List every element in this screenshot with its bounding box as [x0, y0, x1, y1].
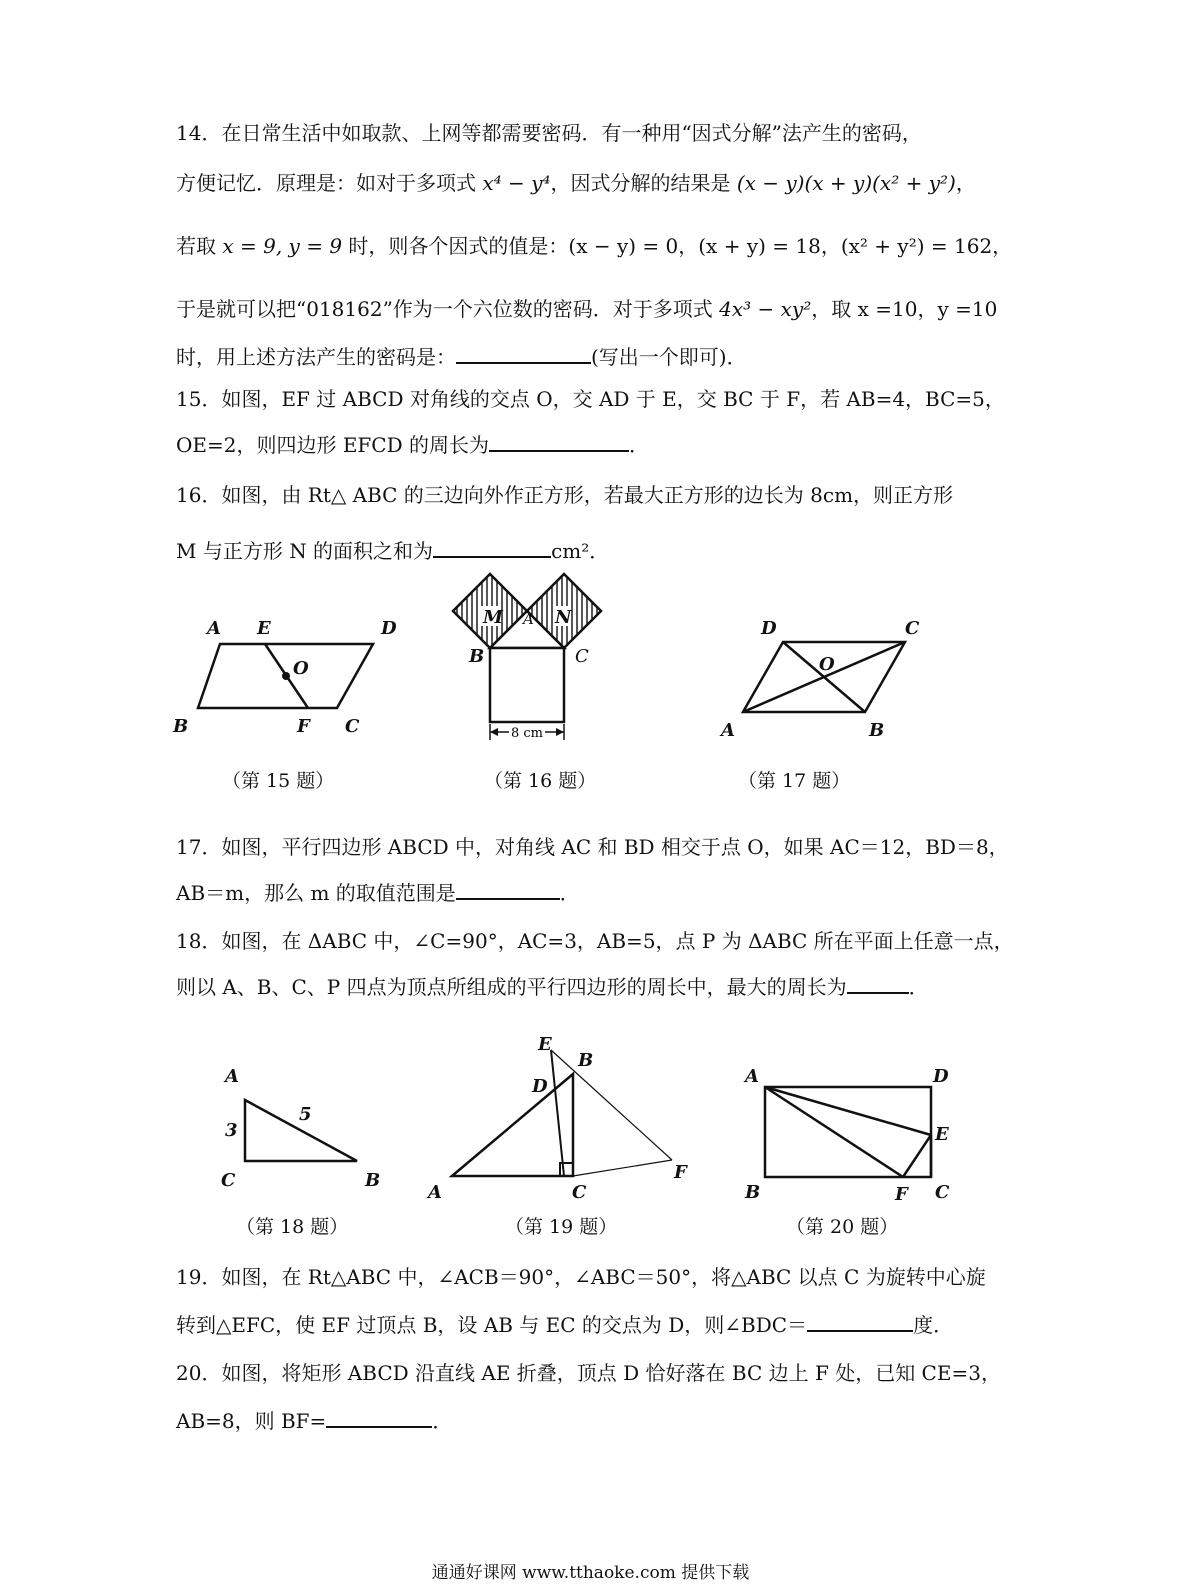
- p14-text: (写出一个即可)．: [591, 345, 747, 369]
- p14-text: ，: [955, 171, 976, 195]
- label-F: F: [297, 716, 310, 737]
- p16-line1: 16．如图，由 Rt△ ABC 的三边向外作正方形，若最大正方形的边长为 8cm，则正方形: [176, 483, 954, 507]
- label-B: B: [469, 646, 485, 667]
- p14-line2: [176, 170, 1006, 196]
- p14-line4: [176, 296, 1006, 322]
- p14-text: 时，用上述方法产生的密码是：: [176, 345, 456, 369]
- p14-polynomial-2: 4x³ − xy²: [719, 297, 812, 321]
- label-A: A: [721, 720, 735, 741]
- label-F: F: [674, 1162, 687, 1183]
- label-A: A: [428, 1182, 442, 1203]
- p18-line2: [176, 974, 1006, 1000]
- p19-text: 转到△EFC，使 EF 过顶点 B，设 AB 与 EC 的交点为 D，则∠BDC＝: [176, 1313, 808, 1337]
- label-5: 5: [299, 1104, 312, 1125]
- p18-text: ．: [908, 975, 929, 999]
- figure-16: [445, 568, 615, 748]
- label-B: B: [173, 716, 189, 737]
- figure-15: [165, 612, 415, 742]
- label-E: E: [257, 618, 271, 639]
- p15-line1: 15．如图，EF 过 ABCD 对角线的交点 O，交 AD 于 E，交 BC 于 F，若 AB=4，BC=5，: [176, 387, 1005, 411]
- p14-factorization: (x − y)(x + y)(x² + y²): [736, 171, 956, 195]
- label-C: C: [935, 1182, 950, 1203]
- label-A: A: [523, 610, 534, 628]
- label-C: C: [572, 1182, 587, 1203]
- p14-text: 时，则各个因式的值是：: [342, 234, 569, 258]
- label-B: B: [365, 1170, 381, 1191]
- p16-text: cm²．: [551, 539, 610, 563]
- p14-values: x = 9, y = 9: [222, 234, 343, 258]
- label-D: D: [933, 1066, 949, 1087]
- label-F: F: [895, 1184, 908, 1205]
- p14-line5: [176, 344, 1006, 370]
- p17-line2: [176, 880, 1006, 906]
- label-A: A: [225, 1066, 239, 1087]
- label-D: D: [761, 618, 777, 639]
- p14-polynomial: x⁴ − y⁴: [482, 171, 551, 195]
- label-3: 3: [225, 1120, 238, 1141]
- p14-line3: [176, 233, 1013, 259]
- label-M: M: [483, 607, 503, 628]
- p14-text: 于是就可以把“018162”作为一个六位数的密码．对于多项式: [176, 297, 720, 321]
- label-C: C: [575, 646, 589, 667]
- p14-text: ，取 x =10，y =10: [811, 297, 998, 321]
- p16-text: M 与正方形 N 的面积之和为: [176, 539, 434, 563]
- p20-line2: [176, 1408, 1006, 1434]
- label-E: E: [538, 1034, 552, 1055]
- p14-text: 若取: [176, 234, 223, 258]
- label-C: C: [221, 1170, 236, 1191]
- p19-line1: 19．如图，在 Rt△ABC 中，∠ACB＝90°，∠ABC＝50°，将△ABC 以点 C 为旋转中心旋: [176, 1265, 986, 1289]
- label-C: C: [345, 716, 360, 737]
- caption-20: （第 20 题）: [786, 1216, 899, 1238]
- figure-20: [735, 1060, 965, 1205]
- p18-text: 则以 A、B、C、P 四点为顶点所组成的平行四边形的周长中，最大的周长为: [176, 975, 847, 999]
- p14-text: 方便记忆．原理是：如对于多项式: [176, 171, 483, 195]
- p20-answer-blank[interactable]: [326, 1408, 432, 1428]
- p18-answer-blank[interactable]: [847, 974, 909, 994]
- caption-16: （第 16 题）: [484, 770, 597, 792]
- p20-line1: 20．如图，将矩形 ABCD 沿直线 AE 折叠，顶点 D 恰好落在 BC 边上 F 处，已知 CE=3，: [176, 1361, 1001, 1385]
- label-E: E: [935, 1124, 949, 1145]
- p17-text: AB＝m，那么 m 的取值范围是: [176, 881, 456, 905]
- p14-answer-blank[interactable]: [456, 344, 591, 364]
- p19-answer-blank[interactable]: [807, 1312, 913, 1332]
- caption-15: （第 15 题）: [222, 770, 335, 792]
- p14-line1: 14．在日常生活中如取款、上网等都需要密码．有一种用“因式分解”法产生的密码，: [176, 121, 922, 145]
- label-A: A: [207, 618, 221, 639]
- figure-18: [215, 1060, 395, 1195]
- p18-line1: 18．如图，在 ΔABC 中，∠C=90°，AC=3，AB=5，点 P 为 ΔABC 所在平面上任意一点，: [176, 929, 1014, 953]
- label-A: A: [745, 1066, 759, 1087]
- label-N: N: [555, 607, 572, 628]
- label-B: B: [578, 1050, 594, 1071]
- label-O: O: [819, 654, 835, 675]
- caption-19: （第 19 题）: [505, 1216, 618, 1238]
- caption-17: （第 17 题）: [738, 770, 851, 792]
- label-B: B: [745, 1182, 761, 1203]
- p20-text: AB=8，则 BF=: [176, 1409, 327, 1433]
- p15-text: OE=2，则四边形 EFCD 的周长为: [176, 433, 490, 457]
- label-C: C: [905, 618, 920, 639]
- p20-text: ．: [432, 1409, 453, 1433]
- p15-answer-blank[interactable]: [489, 432, 629, 452]
- p15-text: ．: [629, 433, 650, 457]
- figure-19: [420, 1030, 710, 1210]
- label-8cm: 8 cm: [510, 726, 544, 741]
- p16-answer-blank[interactable]: [433, 538, 551, 558]
- p15-line2: [176, 432, 1006, 458]
- p14-factor-values: (x − y) = 0，(x + y) = 18，(x² + y²) = 162，: [568, 234, 1013, 258]
- page-footer: 通通好课网 www.tthaoke.com 提供下载: [431, 1563, 750, 1583]
- p19-line2: [176, 1312, 1006, 1338]
- p19-text: 度．: [913, 1313, 954, 1337]
- label-O: O: [293, 658, 309, 679]
- figure-17: [715, 612, 945, 742]
- label-D: D: [532, 1076, 548, 1097]
- p17-text: ．: [559, 881, 580, 905]
- label-B: B: [869, 720, 885, 741]
- p16-line2: [176, 538, 1006, 564]
- p17-line1: 17．如图，平行四边形 ABCD 中，对角线 AC 和 BD 相交于点 O，如果 AC＝12，BD＝8，: [176, 835, 1009, 859]
- caption-18: （第 18 题）: [236, 1216, 349, 1238]
- p14-text: ，因式分解的结果是: [550, 171, 737, 195]
- label-D: D: [381, 618, 397, 639]
- p17-answer-blank[interactable]: [456, 880, 560, 900]
